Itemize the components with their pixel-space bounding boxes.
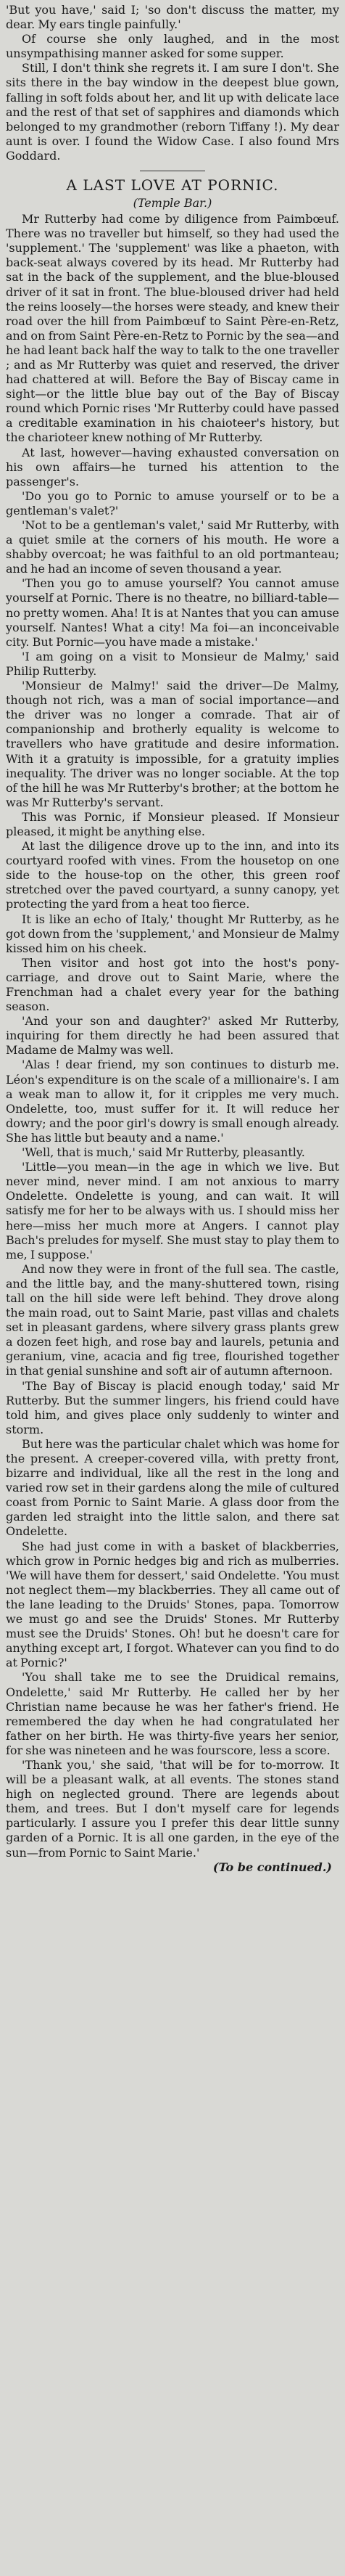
prev-story-paragraph: Of course she only laughed, and in the most unsympathising manner asked for some supper. bbox=[6, 32, 339, 61]
article-paragraph: 'Alas ! dear friend, my son continues to disturb me. Léon's expenditure is on the scale of a millionaire's. I am a weak man to allow it, for it cripples me very much. Ondelette, too, must suffer for it. It will reduce her dowry; and the poor girl's dowry is small enough already. She has little but beauty and a name.' bbox=[6, 1058, 339, 1145]
article-paragraph: 'Do you go to Pornic to amuse yourself or to be a gentleman's valet?' bbox=[6, 488, 339, 518]
article-source: (Temple Bar.) bbox=[133, 196, 212, 210]
article-paragraph: At last, however—having exhausted conversation on his own affairs—he turned his attention to the passenger's. bbox=[6, 445, 339, 488]
article-paragraph: 'Thank you,' she said, 'that will be for to-morrow. It will be a pleasant walk, at all events. The stones stand high on neglected ground. There are legends about them, and trees. But I don't myself care for legends particularly. I assure you I prefer this dear little sunny garden of a Pornic. It is all one garden, in the eye of the sun—from Pornic to Saint Marie.' bbox=[6, 1757, 339, 1860]
article-paragraph: And now they were in front of the full sea. The castle, and the little bay, and the many-shuttered town, rising tall on the hill side were left behind. They drove along the main road, out to Saint Marie, past villas and chalets set in pleasant gardens, where silvery grass plants grew a dozen feet high, and rose bay and laurels, petunia and geranium, vine, acacia and fig tree, flourished together in that genial sunshine and soft air of autumn afternoon. bbox=[6, 1262, 339, 1378]
to-be-continued: (To be continued.) bbox=[212, 1860, 332, 1874]
article-paragraph: This was Pornic, if Monsieur pleased. If Monsieur pleased, it might be anything else. bbox=[6, 809, 339, 838]
article-paragraph: 'Little—you mean—in the age in which we live. But never mind, never mind. I am not anxious to marry Ondelette. Ondelette is young, and can wait. It will satisfy me for her to be always with us. I should miss her here—miss her much more at Angers. I cannot play Bach's preludes for myself. She must stay to play them to me, I suppose.' bbox=[6, 1160, 339, 1262]
article-paragraph: Then visitor and host got into the host's pony-carriage, and drove out to Saint Marie, where the Frenchman had a chalet every year for the bathing season. bbox=[6, 955, 339, 1014]
article-body bbox=[6, 212, 339, 1860]
prev-story-paragraph: Still, I don't think she regrets it. I am sure I don't. She sits there in the bay window in the deepest blue gown, falling in soft folds about her, and lit up with delicate lace and the rest of that set of sapphires and diamonds which belonged to my grandmother (reborn Tiffany !). My dear aunt is over. I found the Widow Case. I also found Mrs Goddard. bbox=[6, 61, 339, 163]
article-paragraph: 'Then you go to amuse yourself? You cannot amuse yourself at Pornic. There is no theatre, no billiard-table—no pretty women. Aha! It is at Nantes that you can amuse yourself. Nantes! What a city! Ma foi—an inconceivable city. But Pornic—you have made a mistake.' bbox=[6, 576, 339, 649]
article-paragraph: 'The Bay of Biscay is placid enough today,' said Mr Rutterby. But the summer lingers, his friend could have told him, and gives place only suddenly to winter and storm. bbox=[6, 1378, 339, 1436]
article-paragraph: 'I am going on a visit to Monsieur de Malmy,' said Philip Rutterby. bbox=[6, 649, 339, 678]
article-paragraph: 'Not to be a gentleman's valet,' said Mr Rutterby, with a quiet smile at the corners of his mouth. He wore a shabby overcoat; he was faithful to an old portmanteau; and he had an income of seven thousand a year. bbox=[6, 518, 339, 576]
article-paragraph: Mr Rutterby had come by diligence from Paimbœuf. There was no traveller but himself, so they had used the 'supplement.' The 'supplement' was like a phaeton, with back-seat always covered by its head. Mr Rutterby had sat in the back of the supplement, and the blue-bloused driver of it sat in front. The blue-bloused driver had held the reins loosely—the horses were steady, and knew their road over the hill from Paimbœuf to Saint Père-en-Retz, and on from Saint Père-en-Retz to Pornic by the sea—and he had leant back half the way to talk to the one traveller ; and as Mr Rutterby was quiet and reserved, the driver had chattered at will. Before the Bay of Biscay came in sight—or the little blue bay out of the Bay of Biscay round which Pornic rises 'Mr Rutterby could have passed a creditable examination in his chaioteer's history, but the charioteer knew nothing of Mr Rutterby. bbox=[6, 212, 339, 445]
prev-story-paragraph: 'But you have,' said I; 'so don't discuss the matter, my dear. My ears tingle painfully.' bbox=[6, 3, 339, 32]
article-title: A LAST LOVE AT PORNIC. bbox=[66, 176, 279, 195]
article-paragraph: It is like an echo of Italy,' thought Mr Rutterby, as he got down from the 'supplement,' and Monsieur de Malmy kissed him on his cheek. bbox=[6, 912, 339, 955]
article-paragraph: 'You shall take me to see the Druidical remains, Ondelette,' said Mr Rutterby. He called her by her Christian name because he was her father's friend. He remembered the day when he had congratulated her father on her birth. He was thirty-five years her senior, for she was nineteen and he was fourscore, less a score. bbox=[6, 1670, 339, 1757]
article-paragraph: She had just come in with a basket of blackberries, which grow in Pornic hedges big and rich as mulberries. 'We will have them for dessert,' said Ondelette. 'You must not neglect them—my blackberries. They all came out of the lane leading to the Druids' Stones, papa. Tomorrow we must go and see the Druids' Stones. Mr Rutterby must see the Druids' Stones. Oh! but he doesn't care for anything except art, I forgot. Whatever can you find to do at Pornic?' bbox=[6, 1539, 339, 1670]
article-paragraph: 'And your son and daughter?' asked Mr Rutterby, inquiring for them directly he had been assured that Madame de Malmy was well. bbox=[6, 1014, 339, 1058]
article-paragraph: At last the diligence drove up to the inn, and into its courtyard roofed with vines. From the housetop on one side to the house-top on the other, this green roof stretched over the paved courtyard, a sunny canopy, yet protecting the yard from a heat too fierce. bbox=[6, 839, 339, 912]
article-paragraph: 'Well, that is much,' said Mr Rutterby, pleasantly. bbox=[22, 1145, 305, 1160]
article-paragraph: 'Monsieur de Malmy!' said the driver—De Malmy, though not rich, was a man of social importance—and the driver was no longer a comrade. That air of companionship and brotherly equality is welcome to travellers who have gratitude and desire information. With it a gratuity is impossible, for a gratuity implies inequality. The driver was no longer sociable. At the top of the hill he was Mr Rutterby's brother; at the bottom he was Mr Rutterby's servant. bbox=[6, 679, 339, 809]
article-paragraph: But here was the particular chalet which was home for the present. A creeper-covered villa, with pretty front, bizarre and individual, like all the rest in the long and varied row set in their gardens along the mile of cultured coast from Pornic to Saint Marie. A glass door from the garden led straight into the little salon, and there sat Ondelette. bbox=[6, 1436, 339, 1539]
